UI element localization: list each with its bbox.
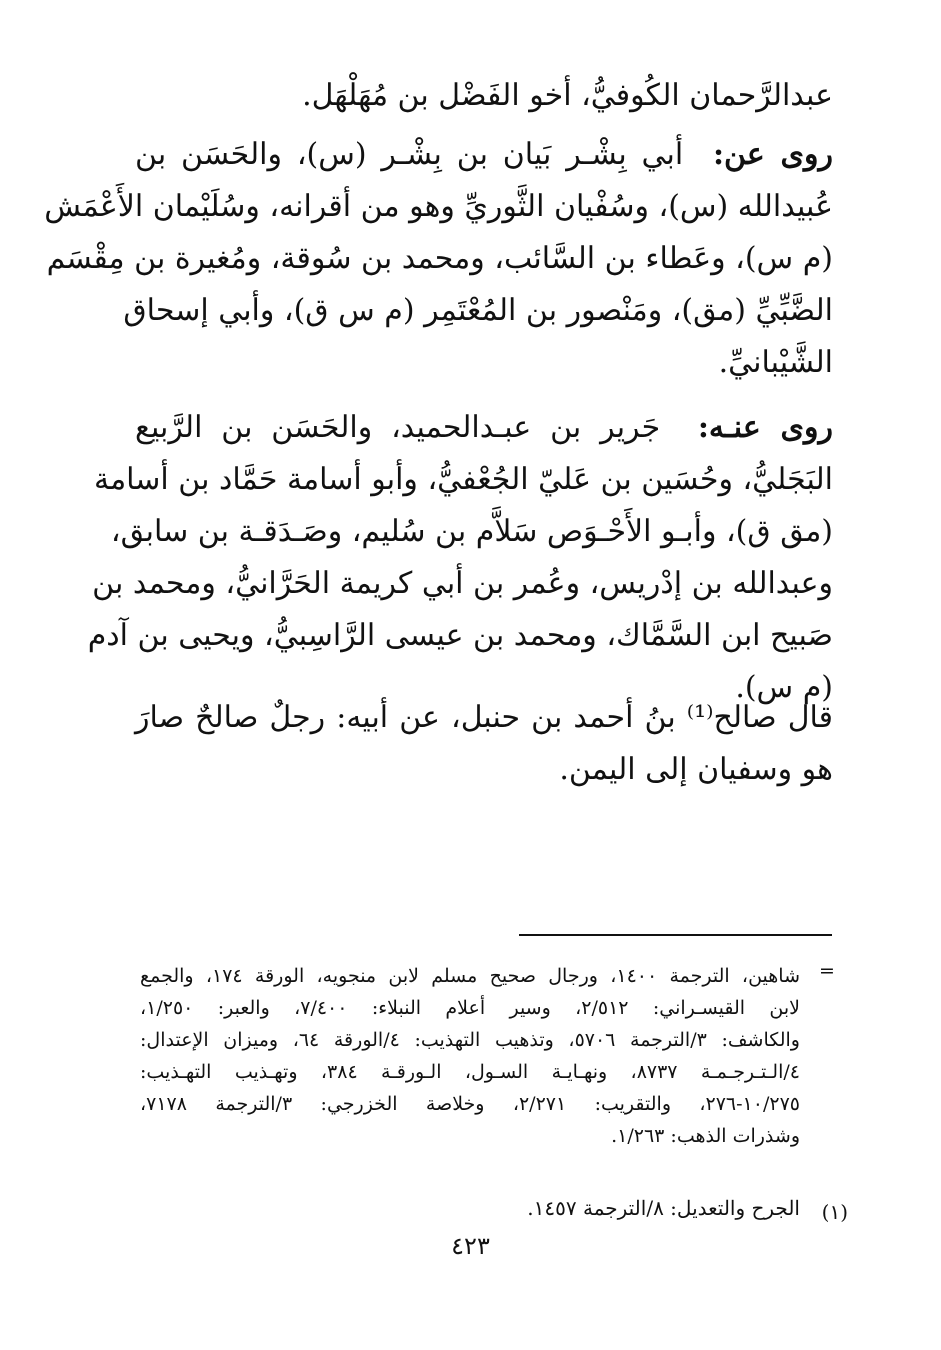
text-line: عبدالرَّحمان الكُوفيُّ، أخو الفَضْل بن مُهَلْهَل. [302, 78, 833, 113]
reference-line: ١٠/٢٧٥-٢٧٦، والتقريب: ٢/٢٧١، وخلاصة الخزرجي: ٣/الترجمة ٧١٧٨، [140, 1093, 800, 1115]
page-number: ٤٢٣ [451, 1232, 490, 1260]
text-line: (مق ق)، وأبـو الأَحْـوَص سَلاَّم بن سُليم، وصَـدَقـة بن سابق، [110, 514, 833, 549]
text-line-with-heading [135, 402, 833, 454]
text-line: البَجَليُّ، وحُسَين بن عَليّ الجُعْفيُّ، وأبو أسامة حَمَّاد بن أسامة [94, 462, 833, 497]
text-line: أبي بِشْـر بَيان بن بِشْـر (س)، والحَسَن بن [135, 137, 684, 172]
text-line: هو وسفيان إلى اليمن. [559, 752, 833, 787]
text-line: جَرير بن عبـدالحميد، والحَسَن بن الرَّبيع [135, 410, 661, 445]
reference-line: شاهين، الترجمة ١٤٠٠، ورجال صحيح مسلم لابن منجويه، الورقة ١٧٤، والجمع [140, 965, 800, 987]
text-line: صَبيح ابن السَّمَّاك، ومحمد بن عيسى الرَّاسِبيُّ، ويحيى بن آدم [87, 618, 833, 653]
continuation-marker: = [819, 960, 835, 982]
text-line: (م س). [735, 670, 833, 705]
reference-line: ٤/الـتـرجـمـة ٨٧٣٧، ونهـايـة السـول، الـورقـة ٣٨٤، وتهـذيب التهـذيب: [140, 1061, 800, 1083]
continued-references [140, 960, 800, 1152]
section-keyword: روى عن: [712, 137, 834, 172]
text-line-with-heading [135, 129, 833, 181]
text-line: (م س)، وعَطاء بن السَّائب، ومحمد بن سُوقة، ومُغيرة بن مِقْسَم [46, 241, 833, 276]
reference-line: والكاشف: ٣/الترجمة ٥٧٠٦، وتذهيب التهذيب: ٤/الورقة ٦٤، وميزان الإعتدال: [140, 1029, 800, 1051]
section-keyword: روى عنـه: [697, 410, 833, 445]
paragraph-narrated-from [44, 129, 834, 389]
reference-line: وشذرات الذهب: ١/٢٦٣. [611, 1125, 800, 1147]
footnote-separator [519, 934, 832, 936]
footnote-number: (١) [821, 1200, 848, 1224]
paragraph-narrated-by [87, 402, 833, 714]
text-line: وعبدالله بن إدْريس، وعُمر بن أبي كريمة الحَرَّانيُّ، ومحمد بن [92, 566, 833, 601]
text-line: قال صالح⁽¹⁾ بنُ أحمد بن حنبل، عن أبيه: رجلٌ صالحٌ صارَ [135, 700, 833, 735]
reference-line: لابن القيسـراني: ٢/٥١٢، وسير أعلام النبلاء: ٧/٤٠٠، والعبر: ١/٢٥٠، [140, 997, 801, 1019]
text-line: الشَّيْبانيِّ. [718, 345, 833, 380]
footnote-text: الجرح والتعديل: ٨/الترجمة ١٤٥٧. [527, 1196, 800, 1220]
paragraph-intro [135, 70, 833, 122]
paragraph-quote [135, 692, 833, 796]
text-line: الضَّبِّيِّ (مق)، ومَنْصور بن المُعْتَمِر (م س ق)، وأبي إسحاق [123, 293, 833, 328]
text-line: عُبيدالله (س)، وسُفْيان الثَّوريِّ وهو من أقرانه، وسُلَيْمان الأَعْمَش [44, 189, 833, 224]
